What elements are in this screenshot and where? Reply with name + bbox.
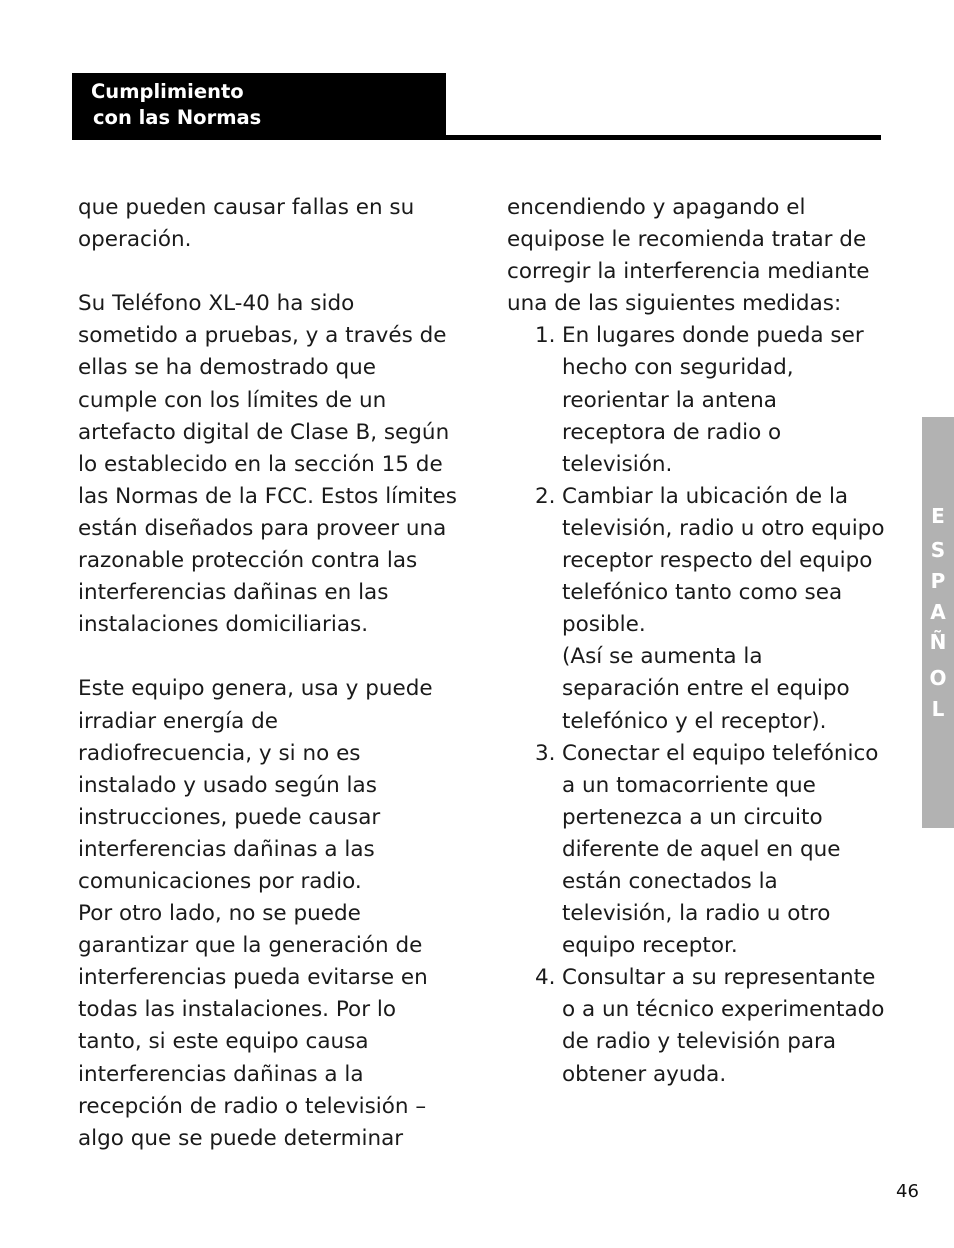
paragraph-spacer	[78, 256, 458, 288]
left-column	[78, 192, 458, 1155]
list-item-text: Conectar el equipo telefónico a un tomacorriente que pertenezca a un circuito diferente de aquel en que están conectados la televisión, la radio u otro equipo receptor.	[562, 740, 879, 959]
list-item-text: En lugares donde pueda ser hecho con seguridad, reorientar la antena receptora de radio o televisión.	[562, 323, 864, 477]
list-item	[507, 738, 887, 963]
paragraph: Este equipo genera, usa y puede irradiar energía de radiofrecuencia, y si no es instalado y usado según las instrucciones, puede causar interferencias dañinas a las comunicaciones por radio.	[78, 676, 433, 894]
language-tab-letter: A	[930, 600, 946, 624]
section-title-line-1: Cumplimiento	[91, 80, 244, 103]
section-header	[72, 73, 446, 140]
language-tab-letter: S	[930, 538, 946, 562]
list-item-number: 3.	[535, 740, 556, 766]
language-tab-letter: E	[931, 504, 945, 528]
section-title-line-2: con las Normas	[93, 106, 262, 129]
list-item-text: Cambiar la ubicación de la televisión, radio u otro equipo receptor respecto del equipo telefónico tanto como sea posible.	[562, 483, 885, 638]
right-column	[507, 192, 887, 1091]
list-item-number: 2.	[535, 483, 556, 509]
measures-list	[507, 320, 887, 1090]
list-item-note: (Así se aumenta la separación entre el equipo telefónico y el receptor).	[562, 644, 850, 734]
paragraph: encendiendo y apagando el equipose le recomienda tratar de corregir la interferencia mediante una de las siguientes medidas:	[507, 195, 870, 317]
list-item	[507, 481, 887, 641]
language-tab-letter: L	[931, 697, 945, 721]
list-item-number: 4.	[535, 965, 556, 991]
page-number: 46	[896, 1181, 919, 1202]
language-tab-letter: O	[929, 666, 947, 690]
header-rule	[72, 135, 881, 140]
language-tab-letter: Ñ	[929, 630, 947, 654]
list-item	[507, 962, 887, 1090]
list-item	[507, 320, 887, 480]
language-tab-letter: P	[930, 569, 946, 593]
paragraph: Su Teléfono XL-40 ha sido sometido a pruebas, y a través de ellas se ha demostrado que cumple con los límites de un artefacto digital de Clase B, según lo establecido en la sección 15 de las Normas de la FCC. Estos límites están diseñados para proveer una razonable protección contra las interferencias dañinas en las instalaciones domiciliarias.	[78, 291, 457, 638]
list-item-number: 1.	[535, 323, 556, 349]
list-item-note-row	[507, 641, 887, 737]
paragraph: que pueden causar fallas en su operación.	[78, 195, 415, 253]
language-tab	[922, 417, 954, 828]
list-item-text: Consultar a su representante o a un técnico experimentado de radio y televisión para obtener ayuda.	[562, 965, 885, 1087]
paragraph: Por otro lado, no se puede garantizar que la generación de interferencias pueda evitarse en todas las instalaciones. Por lo tanto, si este equipo causa interferencias dañinas a la recepción de radio o televisión –algo que se puede determinar	[78, 901, 428, 1151]
paragraph-spacer	[78, 641, 458, 673]
